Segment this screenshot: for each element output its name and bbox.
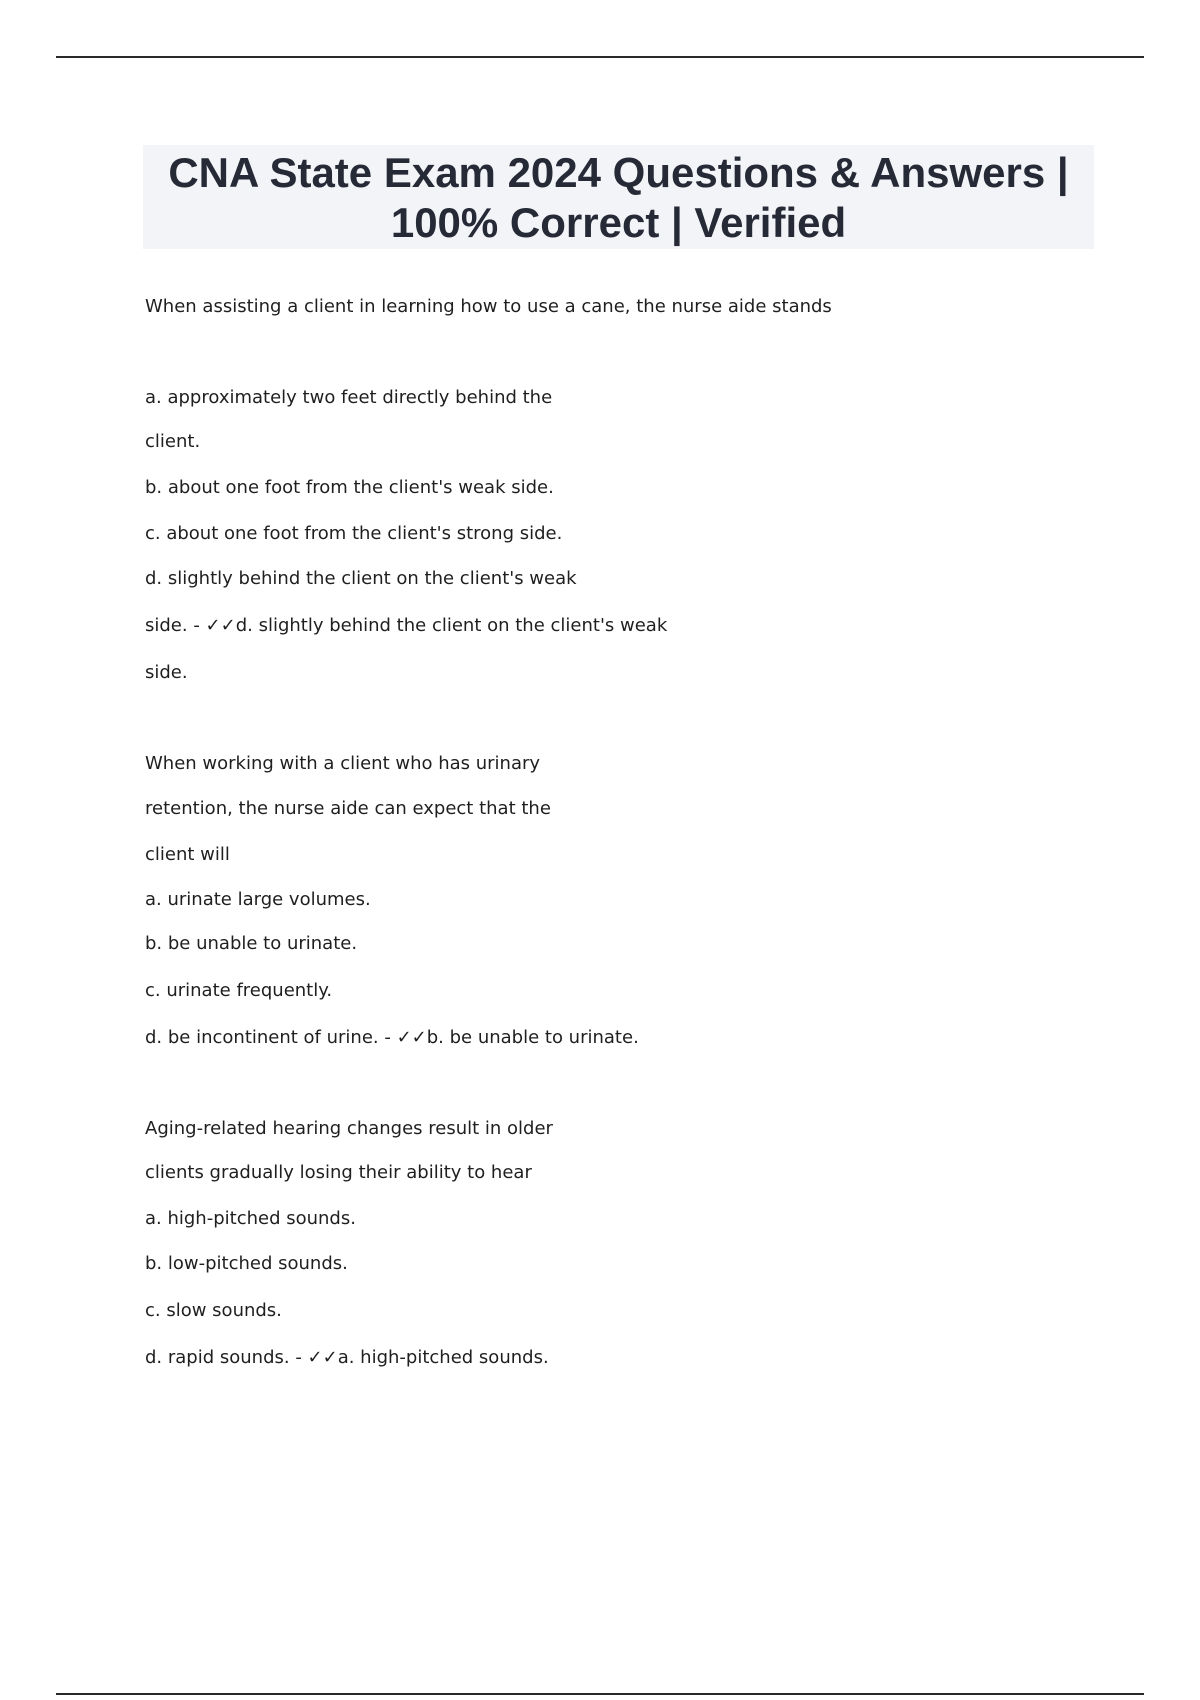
question-1-answer-cont: side.	[145, 662, 188, 683]
question-3-option-b: b. low-pitched sounds.	[145, 1253, 348, 1274]
question-2-option-d-answer: d. be incontinent of urine. - ✓✓b. be unable to urinate.	[145, 1027, 639, 1048]
question-1-option-a: a. approximately two feet directly behind the	[145, 387, 553, 408]
top-rule	[56, 56, 1144, 58]
question-2-stem-cont-1: retention, the nurse aide can expect that the	[145, 798, 551, 819]
question-1-option-b: b. about one foot from the client's weak side.	[145, 477, 554, 498]
question-3-option-d-answer: d. rapid sounds. - ✓✓a. high-pitched sounds.	[145, 1347, 549, 1368]
question-1-answer: side. - ✓✓d. slightly behind the client on the client's weak	[145, 615, 668, 636]
question-1-option-a-cont: client.	[145, 431, 201, 452]
question-2-option-a: a. urinate large volumes.	[145, 889, 371, 910]
document-title: CNA State Exam 2024 Questions & Answers | 100% Correct | Verified	[168, 149, 1069, 246]
question-2-stem: When working with a client who has urinary	[145, 753, 541, 774]
question-3-stem-cont: clients gradually losing their ability to hear	[145, 1162, 532, 1183]
question-1-stem: When assisting a client in learning how to use a cane, the nurse aide stands	[145, 296, 832, 317]
question-3-option-c: c. slow sounds.	[145, 1300, 282, 1321]
question-2-stem-cont-2: client will	[145, 844, 230, 865]
title-banner	[143, 145, 1094, 249]
question-2-option-c: c. urinate frequently.	[145, 980, 333, 1001]
question-2-option-b: b. be unable to urinate.	[145, 933, 358, 954]
question-3-option-a: a. high-pitched sounds.	[145, 1208, 356, 1229]
question-1-option-c: c. about one foot from the client's strong side.	[145, 523, 563, 544]
question-1-option-d: d. slightly behind the client on the client's weak	[145, 568, 577, 589]
bottom-rule	[56, 1693, 1144, 1695]
question-3-stem: Aging-related hearing changes result in older	[145, 1118, 553, 1139]
